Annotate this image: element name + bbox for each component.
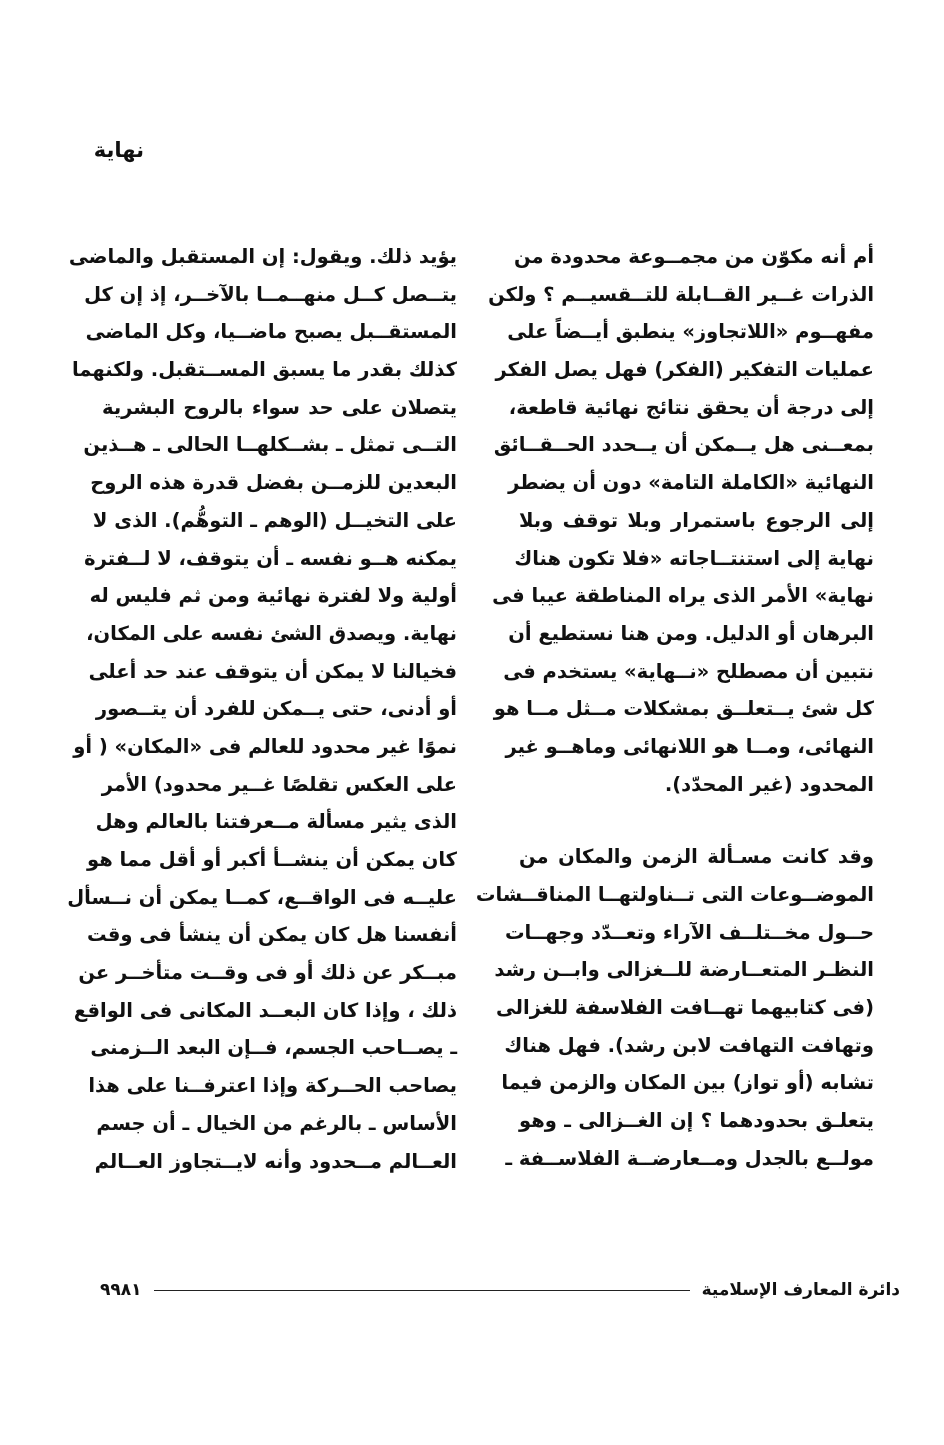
text-line: يؤيد ذلك. ويقول: إن المستقبل والماضى bbox=[68, 245, 457, 268]
text-line: مفهــوم «اللاتجاوز» ينطبق أيــضاً على bbox=[507, 320, 874, 344]
text-line: ـ يصــاحب الجسم، فــإن البعد الــزمنى bbox=[90, 1036, 457, 1060]
running-title: نهاية bbox=[93, 138, 144, 162]
text-line: وتهافت التهافت لابن رشد). فهل هناك bbox=[504, 1033, 874, 1057]
text-line: أنفسنا هل كان يمكن أن ينشأ فى وقت bbox=[86, 923, 457, 947]
footer-rule bbox=[154, 1290, 690, 1291]
page-number: ٩٩٨١ bbox=[100, 1280, 142, 1300]
text-line: فخيالنا لا يمكن أن يتوقف عند حد أعلى bbox=[88, 659, 457, 683]
left-column bbox=[67, 238, 457, 1180]
text-line: على العكس تقلصًا غــير محدود) الأمر bbox=[101, 772, 457, 796]
text-line: الذى يثير مسألة مــعرفتنا بالعالم وهل bbox=[95, 810, 457, 834]
text-line: عليــه فى الواقــع، كمــا يمكن أن نــسأل bbox=[67, 885, 457, 909]
text-line: يمكنه هــو نفسه ـ أن يتوقف، لا لــفترة bbox=[84, 546, 457, 570]
paragraph-2 bbox=[475, 838, 874, 1177]
text-line: كذلك بقدر ما يسبق المســتقبل. ولكنهما bbox=[71, 358, 457, 382]
text-line: نموًا غير محدود للعالم فى «المكان» ( أو bbox=[73, 734, 457, 758]
text-line: البرهان أو الدليل. ومن هنا نستطيع أن bbox=[508, 621, 874, 645]
text-line: النهائى، ومــا هو اللانهائى وماهــو غير bbox=[505, 734, 874, 758]
text-line: كل شئ يــتعلــق بمشكلات مــثل مــا هو bbox=[493, 697, 874, 721]
text-line: كان يمكن أن ينشــأ أكبر أو أقل مما هو bbox=[87, 848, 457, 871]
text-line: تشابه (أو تواز) بين المكان والزمن فيما bbox=[501, 1071, 874, 1095]
text-line: النظـر المتعــارضة للــغزالى وابــن رشد bbox=[494, 958, 874, 982]
text-line: المستقــبل يصبح ماضــيا، وكل الماضى bbox=[85, 320, 457, 344]
text-line: يتعلـق بحدودهما ؟ إن الغــزالى ـ وهو bbox=[519, 1109, 874, 1133]
text-line: (فى كتابيهما تهــافت الفلاسفة للغزالى bbox=[495, 996, 874, 1020]
page-footer bbox=[100, 1276, 900, 1304]
text-line: التــى تمثل ـ بشــكلهــا الحالى ـ هــذين bbox=[83, 433, 457, 457]
text-line: ذلك ، وإذا كان البعــد المكانى فى الواقع bbox=[73, 998, 457, 1022]
text-line: وقد كانت مسـألة الزمن والمكان من bbox=[519, 845, 874, 869]
text-line: الأساس ـ بالرغم من الخيال ـ أن جسم bbox=[96, 1111, 457, 1135]
text-line: النهائية «الكاملة التامة» دون أن يضطر bbox=[508, 471, 874, 495]
text-line: يتــصل كــل منهــمــا بالآخــر، إذ إن كل bbox=[84, 282, 457, 306]
text-line: يصاحب الحــركة وإذا اعترفــنا على هذا bbox=[88, 1074, 457, 1098]
paragraph-gap bbox=[519, 803, 874, 838]
text-line: عمليات التفكير (الفكر) فهل يصل الفكر bbox=[495, 358, 874, 382]
text-line: أم أنه مكوّن من مجمــوعة محدودة من bbox=[514, 245, 874, 268]
text-line: حــول مخــتلــف الآراء وتعــدّد وجهــات bbox=[504, 920, 874, 944]
text-line: المحدود (غير المحدّد). bbox=[664, 772, 874, 796]
text-line: نتبين أن مصطلح «نــهاية» يستخدم فى bbox=[503, 659, 874, 683]
paragraph-1 bbox=[488, 238, 874, 803]
text-line: الموضــوعات التى تــناولتهــا المناقــشات bbox=[475, 883, 874, 906]
text-line: مبــكر عن ذلك أو فى وقــت متأخــر عن bbox=[78, 961, 457, 985]
text-line: مولــع بالجدل ومــعارضــة الفلاســفة ـ bbox=[505, 1146, 874, 1170]
text-line: على التخيــل (الوهم ـ التوهُّم). الذى لا bbox=[92, 508, 457, 532]
text-line: الذرات غــير القــابلة للتــقسيــم ؟ ولكن bbox=[488, 282, 874, 306]
right-column bbox=[475, 238, 874, 1178]
text-line: إلى الرجوع باستمرار وبلا توقف وبلا bbox=[519, 508, 874, 532]
text-line: أو أدنى، حتى يــمكن للفرد أن يتــصور bbox=[95, 697, 457, 721]
text-line: إلى درجة أن يحقق نتائج نهائية قاطعة، bbox=[508, 395, 874, 419]
text-line: نهاية. ويصدق الشئ نفسه على المكان، bbox=[86, 621, 457, 645]
text-line: البعدين للزمــن بفضل قدرة هذه الروح bbox=[90, 471, 457, 495]
text-line: بمعــنى هل يــمكن أن يــحدد الحــقــائق bbox=[493, 433, 874, 457]
text-line: نهاية إلى استنتــاجاته «فلا تكون هناك bbox=[514, 546, 874, 570]
text-line: أولية ولا لفترة نهائية ومن ثم فليس له bbox=[89, 584, 457, 608]
text-line: العــالم مــحدود وأنه لايــتجاوز العــالم bbox=[94, 1149, 457, 1173]
text-line: يتصلان على حد سواء بالروح البشرية bbox=[102, 395, 457, 419]
text-line: نهاية» الأمر الذى يراه المناطقة عيبا فى bbox=[492, 584, 874, 608]
publication-name: دائرة المعارف الإسلامية bbox=[701, 1280, 900, 1300]
